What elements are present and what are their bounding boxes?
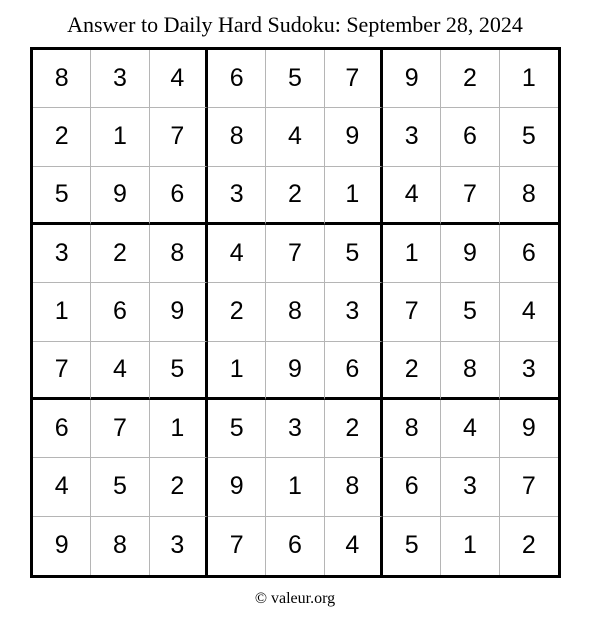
sudoku-cell-r6-c8: 8	[441, 342, 499, 400]
sudoku-cell-r5-c7: 7	[383, 283, 441, 341]
sudoku-cell-r9-c4: 7	[208, 517, 266, 575]
sudoku-cell-r1-c3: 4	[150, 50, 208, 108]
sudoku-cell-r1-c9: 1	[500, 50, 558, 108]
sudoku-cell-r3-c1: 5	[33, 167, 91, 225]
sudoku-cell-r4-c9: 6	[500, 225, 558, 283]
sudoku-cell-r9-c3: 3	[150, 517, 208, 575]
sudoku-cell-r8-c6: 8	[325, 458, 383, 516]
sudoku-cell-r1-c2: 3	[91, 50, 149, 108]
sudoku-cell-r4-c1: 3	[33, 225, 91, 283]
sudoku-cell-r3-c5: 2	[266, 167, 324, 225]
sudoku-cell-r8-c3: 2	[150, 458, 208, 516]
sudoku-cell-r7-c1: 6	[33, 400, 91, 458]
sudoku-cell-r9-c6: 4	[325, 517, 383, 575]
sudoku-cell-r7-c9: 9	[500, 400, 558, 458]
sudoku-cell-r3-c6: 1	[325, 167, 383, 225]
sudoku-cell-r7-c3: 1	[150, 400, 208, 458]
sudoku-cell-r4-c3: 8	[150, 225, 208, 283]
sudoku-cell-r9-c7: 5	[383, 517, 441, 575]
page-title: Answer to Daily Hard Sudoku: September 28, 2024	[67, 12, 523, 37]
sudoku-cell-r9-c2: 8	[91, 517, 149, 575]
sudoku-cell-r3-c8: 7	[441, 167, 499, 225]
sudoku-cell-r5-c9: 4	[500, 283, 558, 341]
sudoku-cell-r6-c9: 3	[500, 342, 558, 400]
sudoku-cell-r1-c8: 2	[441, 50, 499, 108]
sudoku-cell-r8-c8: 3	[441, 458, 499, 516]
sudoku-cell-r5-c2: 6	[91, 283, 149, 341]
sudoku-cell-r8-c4: 9	[208, 458, 266, 516]
sudoku-cell-r5-c4: 2	[208, 283, 266, 341]
sudoku-cell-r6-c5: 9	[266, 342, 324, 400]
sudoku-cell-r8-c1: 4	[33, 458, 91, 516]
sudoku-cell-r2-c1: 2	[33, 108, 91, 166]
sudoku-cell-r5-c3: 9	[150, 283, 208, 341]
sudoku-cell-r6-c2: 4	[91, 342, 149, 400]
sudoku-cell-r1-c7: 9	[383, 50, 441, 108]
sudoku-cell-r1-c6: 7	[325, 50, 383, 108]
sudoku-cell-r8-c5: 1	[266, 458, 324, 516]
sudoku-cell-r9-c9: 2	[521, 531, 536, 560]
sudoku-board	[30, 47, 561, 578]
sudoku-cell-r6-c6: 6	[325, 342, 383, 400]
sudoku-cell-r7-c8: 4	[441, 400, 499, 458]
sudoku-cell-r2-c9: 5	[500, 108, 558, 166]
sudoku-cell-r6-c3: 5	[150, 342, 208, 400]
sudoku-cell-r3-c3: 6	[150, 167, 208, 225]
sudoku-cell-r1-c5: 5	[266, 50, 324, 108]
sudoku-cell-r8-c7: 6	[383, 458, 441, 516]
sudoku-cell-r3-c2: 9	[91, 167, 149, 225]
sudoku-cell-r3-c4: 3	[208, 167, 266, 225]
sudoku-cell-r8-c2: 5	[91, 458, 149, 516]
sudoku-cell-r5-c6: 3	[325, 283, 383, 341]
sudoku-cell-r7-c6: 2	[325, 400, 383, 458]
sudoku-cell-r2-c2: 1	[91, 108, 149, 166]
sudoku-cell-r4-c7: 1	[383, 225, 441, 283]
sudoku-cell-r6-c7: 2	[383, 342, 441, 400]
sudoku-cell-r4-c6: 5	[325, 225, 383, 283]
sudoku-cell-r3-c9: 8	[500, 167, 558, 225]
sudoku-cell-r4-c2: 2	[91, 225, 149, 283]
sudoku-cell-r4-c8: 9	[441, 225, 499, 283]
sudoku-cell-r4-c4: 4	[208, 225, 266, 283]
sudoku-cell-r7-c5: 3	[266, 400, 324, 458]
sudoku-cell-r6-c4: 1	[208, 342, 266, 400]
sudoku-cell-r8-c9: 7	[500, 458, 558, 516]
sudoku-cell-r1-c4: 6	[208, 50, 266, 108]
sudoku-cell-r2-c3: 7	[150, 108, 208, 166]
sudoku-cell-r1-c1: 8	[33, 50, 91, 108]
sudoku-cell-r2-c8: 6	[441, 108, 499, 166]
sudoku-cell-r7-c2: 7	[91, 400, 149, 458]
sudoku-cell-r6-c1: 7	[33, 342, 91, 400]
sudoku-cell-r5-c5: 8	[266, 283, 324, 341]
sudoku-cell-r5-c1: 1	[33, 283, 91, 341]
sudoku-cell-r9-c1: 9	[33, 517, 91, 575]
sudoku-cell-r2-c6: 9	[325, 108, 383, 166]
sudoku-cell-r5-c8: 5	[441, 283, 499, 341]
sudoku-cell-r9-c8: 1	[441, 517, 499, 575]
sudoku-cell-r7-c4: 5	[208, 400, 266, 458]
sudoku-cell-r7-c7: 8	[383, 400, 441, 458]
sudoku-cell-r2-c5: 4	[266, 108, 324, 166]
copyright-footer: © valeur.org	[254, 590, 336, 607]
sudoku-cell-r4-c5: 7	[266, 225, 324, 283]
sudoku-cell-r9-c5: 6	[266, 517, 324, 575]
sudoku-cell-r2-c7: 3	[383, 108, 441, 166]
sudoku-cell-r3-c7: 4	[383, 167, 441, 225]
sudoku-cell-r2-c4: 8	[208, 108, 266, 166]
